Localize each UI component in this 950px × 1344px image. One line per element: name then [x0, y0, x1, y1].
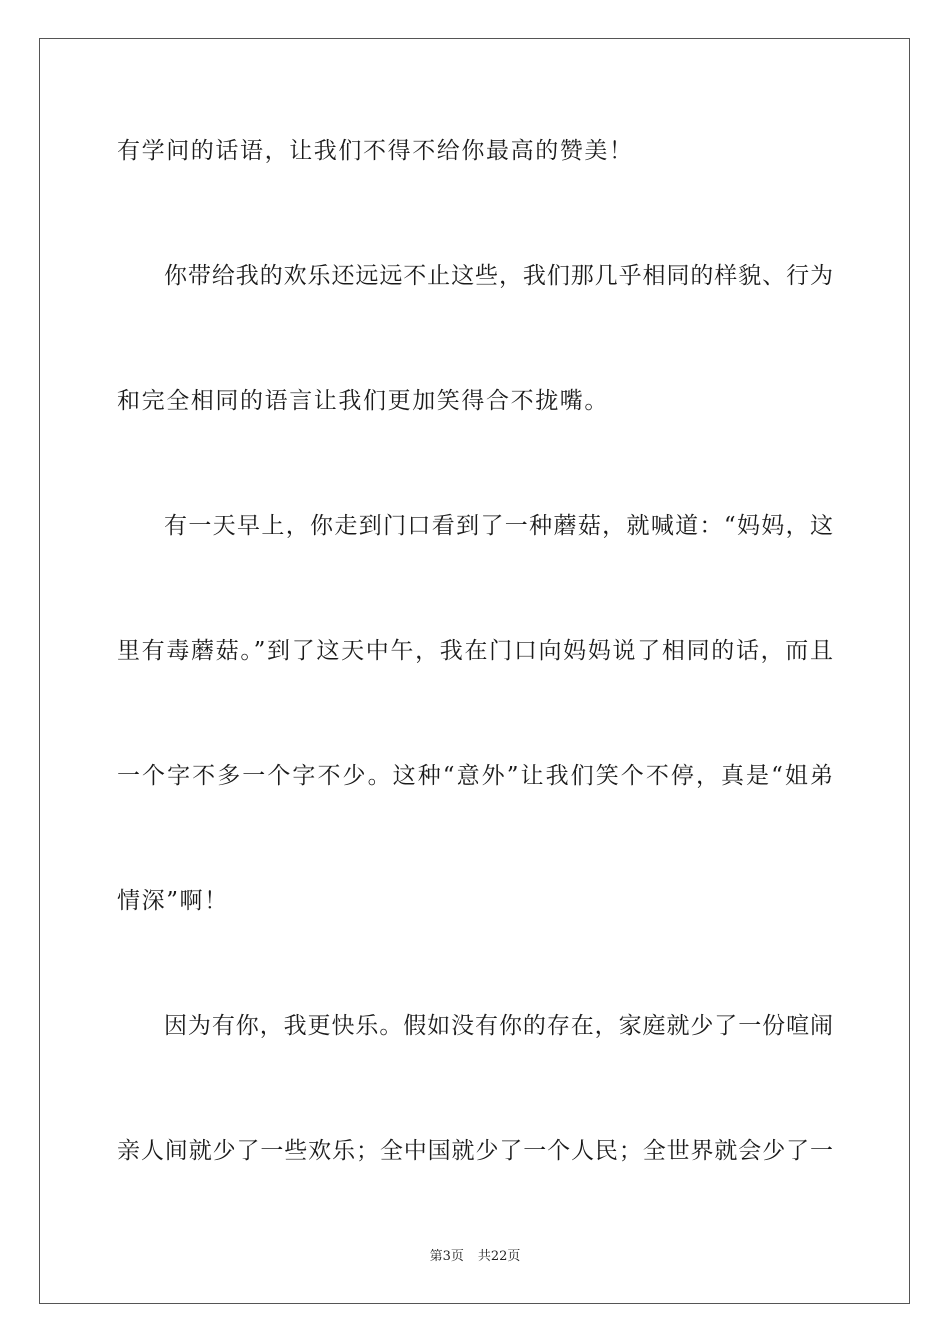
text-line: 情深”啊！: [117, 888, 229, 914]
text-line: 里有毒蘑菇。”到了这天中午，我在门口向妈妈说了相同的话，而且: [117, 638, 833, 664]
page-total: 共22页: [477, 1249, 521, 1264]
page-frame: [39, 38, 910, 1304]
text-line: 亲人间就少了一些欢乐；全中国就少了一个人民；全世界就会少了一: [117, 1138, 833, 1164]
text-line: 一个字不多一个字不少。这种“意外”让我们笑个不停，真是“姐弟: [117, 763, 833, 789]
text-line: 有学问的话语，让我们不得不给你最高的赞美！: [117, 138, 634, 164]
text-line: 因为有你，我更快乐。假如没有你的存在，家庭就少了一份喧闹: [164, 1013, 833, 1039]
text-line: 你带给我的欢乐还远远不止这些，我们那几乎相同的样貌、行为: [164, 263, 833, 289]
page-number: 第3页: [429, 1249, 464, 1264]
page-footer: [0, 1248, 950, 1266]
text-line: 和完全相同的语言让我们更加笑得合不拢嘴。: [117, 388, 609, 414]
text-line: 有一天早上，你走到门口看到了一种蘑菇，就喊道：“妈妈，这: [164, 513, 833, 539]
